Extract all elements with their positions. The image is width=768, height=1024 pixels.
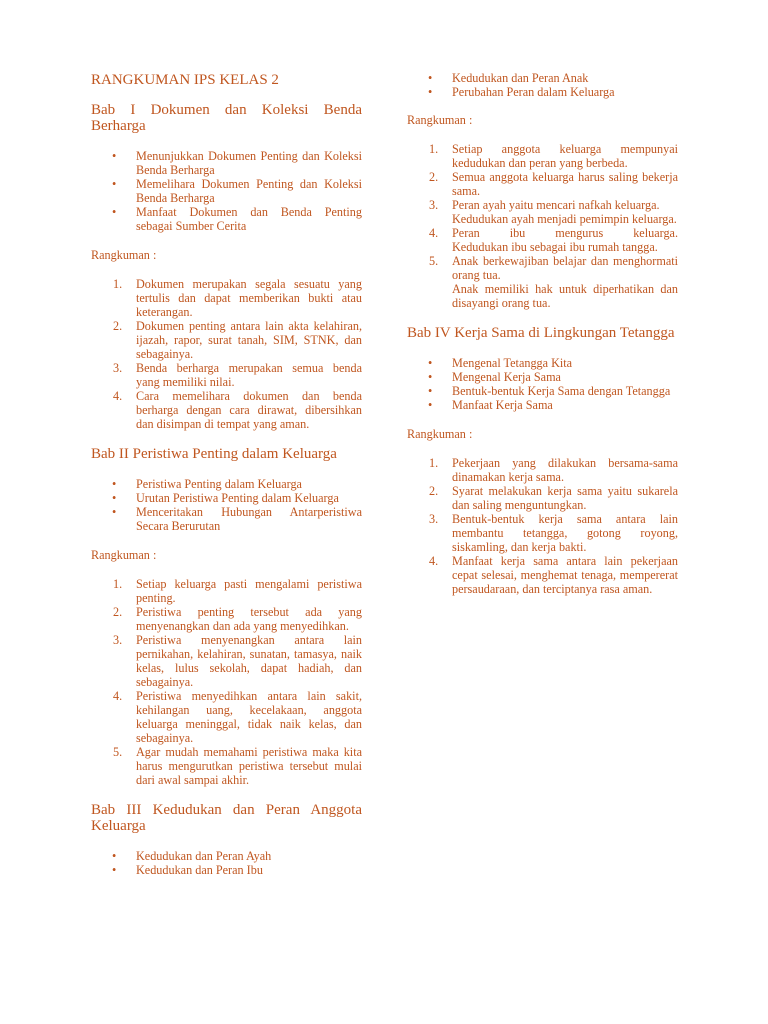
- chapter-4-topics: [407, 356, 678, 412]
- topic-item: • Manfaat Kerja Sama: [428, 398, 553, 412]
- summary-item: 2. Peristiwa penting tersebut ada yang menyenangkan dan ada yang menyedihkan.: [113, 605, 362, 633]
- summary-item: 4. Manfaat kerja sama antara lain pekerjaan cepat selesai, menghemat tenaga, mempererat persaudaraan, dan terciptanya rasa aman.: [429, 554, 678, 596]
- topic-item: • Peristiwa Penting dalam Keluarga: [112, 477, 302, 491]
- topic-item: • Mengenal Kerja Sama: [428, 370, 561, 384]
- summary-item: 3. Benda berharga merupakan semua benda yang memiliki nilai.: [113, 361, 362, 389]
- summary-item: 3. Peristiwa menyenangkan antara lain pernikahan, kelahiran, sunatan, tamasya, naik kelas, lulus sekolah, dapat hadiah, dan sebagainya.: [113, 633, 362, 689]
- topic-item: • Menunjukkan Dokumen Penting dan Koleksi Benda Berharga: [112, 149, 362, 177]
- chapter-3-topics-part-1: [91, 849, 362, 877]
- bullet-icon: •: [428, 356, 433, 370]
- bullet-icon: •: [112, 177, 117, 191]
- chapter-2-summary-label: Rangkuman :: [91, 548, 157, 562]
- summary-item: 5. Agar mudah memahami peristiwa maka kita harus mengurutkan peristiwa tersebut mulai dari awal sampai akhir.: [113, 745, 362, 787]
- right-column: [407, 71, 678, 611]
- summary-item: 5. Anak berkewajiban belajar dan menghormati orang tua. Anak memiliki hak untuk diperhatikan dan disayangi orang tua.: [429, 254, 678, 310]
- chapter-3-heading: Bab III Kedudukan dan Peran Anggota Keluarga: [91, 802, 362, 834]
- chapter-3-summary-label: Rangkuman :: [407, 113, 473, 127]
- chapter-3-summary: [407, 142, 678, 310]
- summary-item: 4. Peristiwa menyedihkan antara lain sakit, kehilangan uang, kecelakaan, anggota keluarga meninggal, tidak naik kelas, dan sebagainya.: [113, 689, 362, 745]
- chapter-1-topics: [91, 149, 362, 233]
- summary-item: 2. Dokumen penting antara lain akta kelahiran, ijazah, rapor, surat tanah, SIM, STNK, dan sebagainya.: [113, 319, 362, 361]
- chapter-1-heading: Bab I Dokumen dan Koleksi Benda Berharga: [91, 102, 362, 134]
- bullet-icon: •: [428, 370, 433, 384]
- chapter-4-summary: [407, 456, 678, 596]
- topic-item: • Kedudukan dan Peran Ibu: [112, 863, 263, 877]
- chapter-2-heading: Bab II Peristiwa Penting dalam Keluarga: [91, 446, 337, 462]
- chapter-1-summary: [91, 277, 362, 431]
- topic-item: • Kedudukan dan Peran Anak: [428, 71, 589, 85]
- summary-item: 1. Setiap anggota keluarga mempunyai kedudukan dan peran yang berbeda.: [429, 142, 678, 170]
- topic-item: • Memelihara Dokumen Penting dan Koleksi Benda Berharga: [112, 177, 362, 205]
- bullet-icon: •: [112, 849, 117, 863]
- document-title: RANGKUMAN IPS KELAS 2: [91, 72, 279, 88]
- bullet-icon: •: [112, 863, 117, 877]
- bullet-icon: •: [428, 85, 433, 99]
- summary-item: 4. Cara memelihara dokumen dan benda berharga dengan cara dirawat, dibersihkan dan disimpan di tempat yang aman.: [113, 389, 362, 431]
- chapter-2-topics: [91, 477, 362, 533]
- chapter-2-summary: [91, 577, 362, 787]
- summary-item: 3. Peran ayah yaitu mencari nafkah keluarga. Kedudukan ayah menjadi pemimpin keluarga.: [429, 198, 677, 226]
- bullet-icon: •: [112, 149, 117, 163]
- summary-item: 2. Semua anggota keluarga harus saling bekerja sama.: [429, 170, 678, 198]
- bullet-icon: •: [112, 505, 117, 519]
- topic-item: • Perubahan Peran dalam Keluarga: [428, 85, 615, 99]
- topic-item: • Manfaat Dokumen dan Benda Penting sebagai Sumber Cerita: [112, 205, 362, 233]
- chapter-4-summary-label: Rangkuman :: [407, 427, 473, 441]
- summary-item: 1. Setiap keluarga pasti mengalami peristiwa penting.: [113, 577, 362, 605]
- bullet-icon: •: [112, 491, 117, 505]
- summary-item: 1. Dokumen merupakan segala sesuatu yang tertulis dan dapat memberikan bukti atau keterangan.: [113, 277, 362, 319]
- chapter-4-heading: Bab IV Kerja Sama di Lingkungan Tetangga: [407, 325, 675, 341]
- topic-item: • Mengenal Tetangga Kita: [428, 356, 573, 370]
- bullet-icon: •: [112, 205, 117, 219]
- summary-item: 4. Peran ibu mengurus keluarga. Kedudukan ibu sebagai ibu rumah tangga.: [429, 226, 678, 254]
- topic-item: • Kedudukan dan Peran Ayah: [112, 849, 272, 863]
- summary-item: 3. Bentuk-bentuk kerja sama antara lain membantu tetangga, gotong royong, siskamling, dan kerja bakti.: [429, 512, 678, 554]
- topic-item: • Bentuk-bentuk Kerja Sama dengan Tetangga: [428, 384, 671, 398]
- chapter-1-summary-label: Rangkuman :: [91, 248, 157, 262]
- summary-item: 2. Syarat melakukan kerja sama yaitu sukarela dan saling menguntungkan.: [429, 484, 678, 512]
- topic-item: • Urutan Peristiwa Penting dalam Keluarga: [112, 491, 339, 505]
- bullet-icon: •: [428, 398, 433, 412]
- bullet-icon: •: [112, 477, 117, 491]
- bullet-icon: •: [428, 384, 433, 398]
- summary-item: 1. Pekerjaan yang dilakukan bersama-sama dinamakan kerja sama.: [429, 456, 678, 484]
- bullet-icon: •: [428, 71, 433, 85]
- left-column: [91, 71, 362, 892]
- chapter-3-topics-part-2: [407, 71, 678, 99]
- topic-item: • Menceritakan Hubungan Antarperistiwa Secara Berurutan: [112, 505, 362, 533]
